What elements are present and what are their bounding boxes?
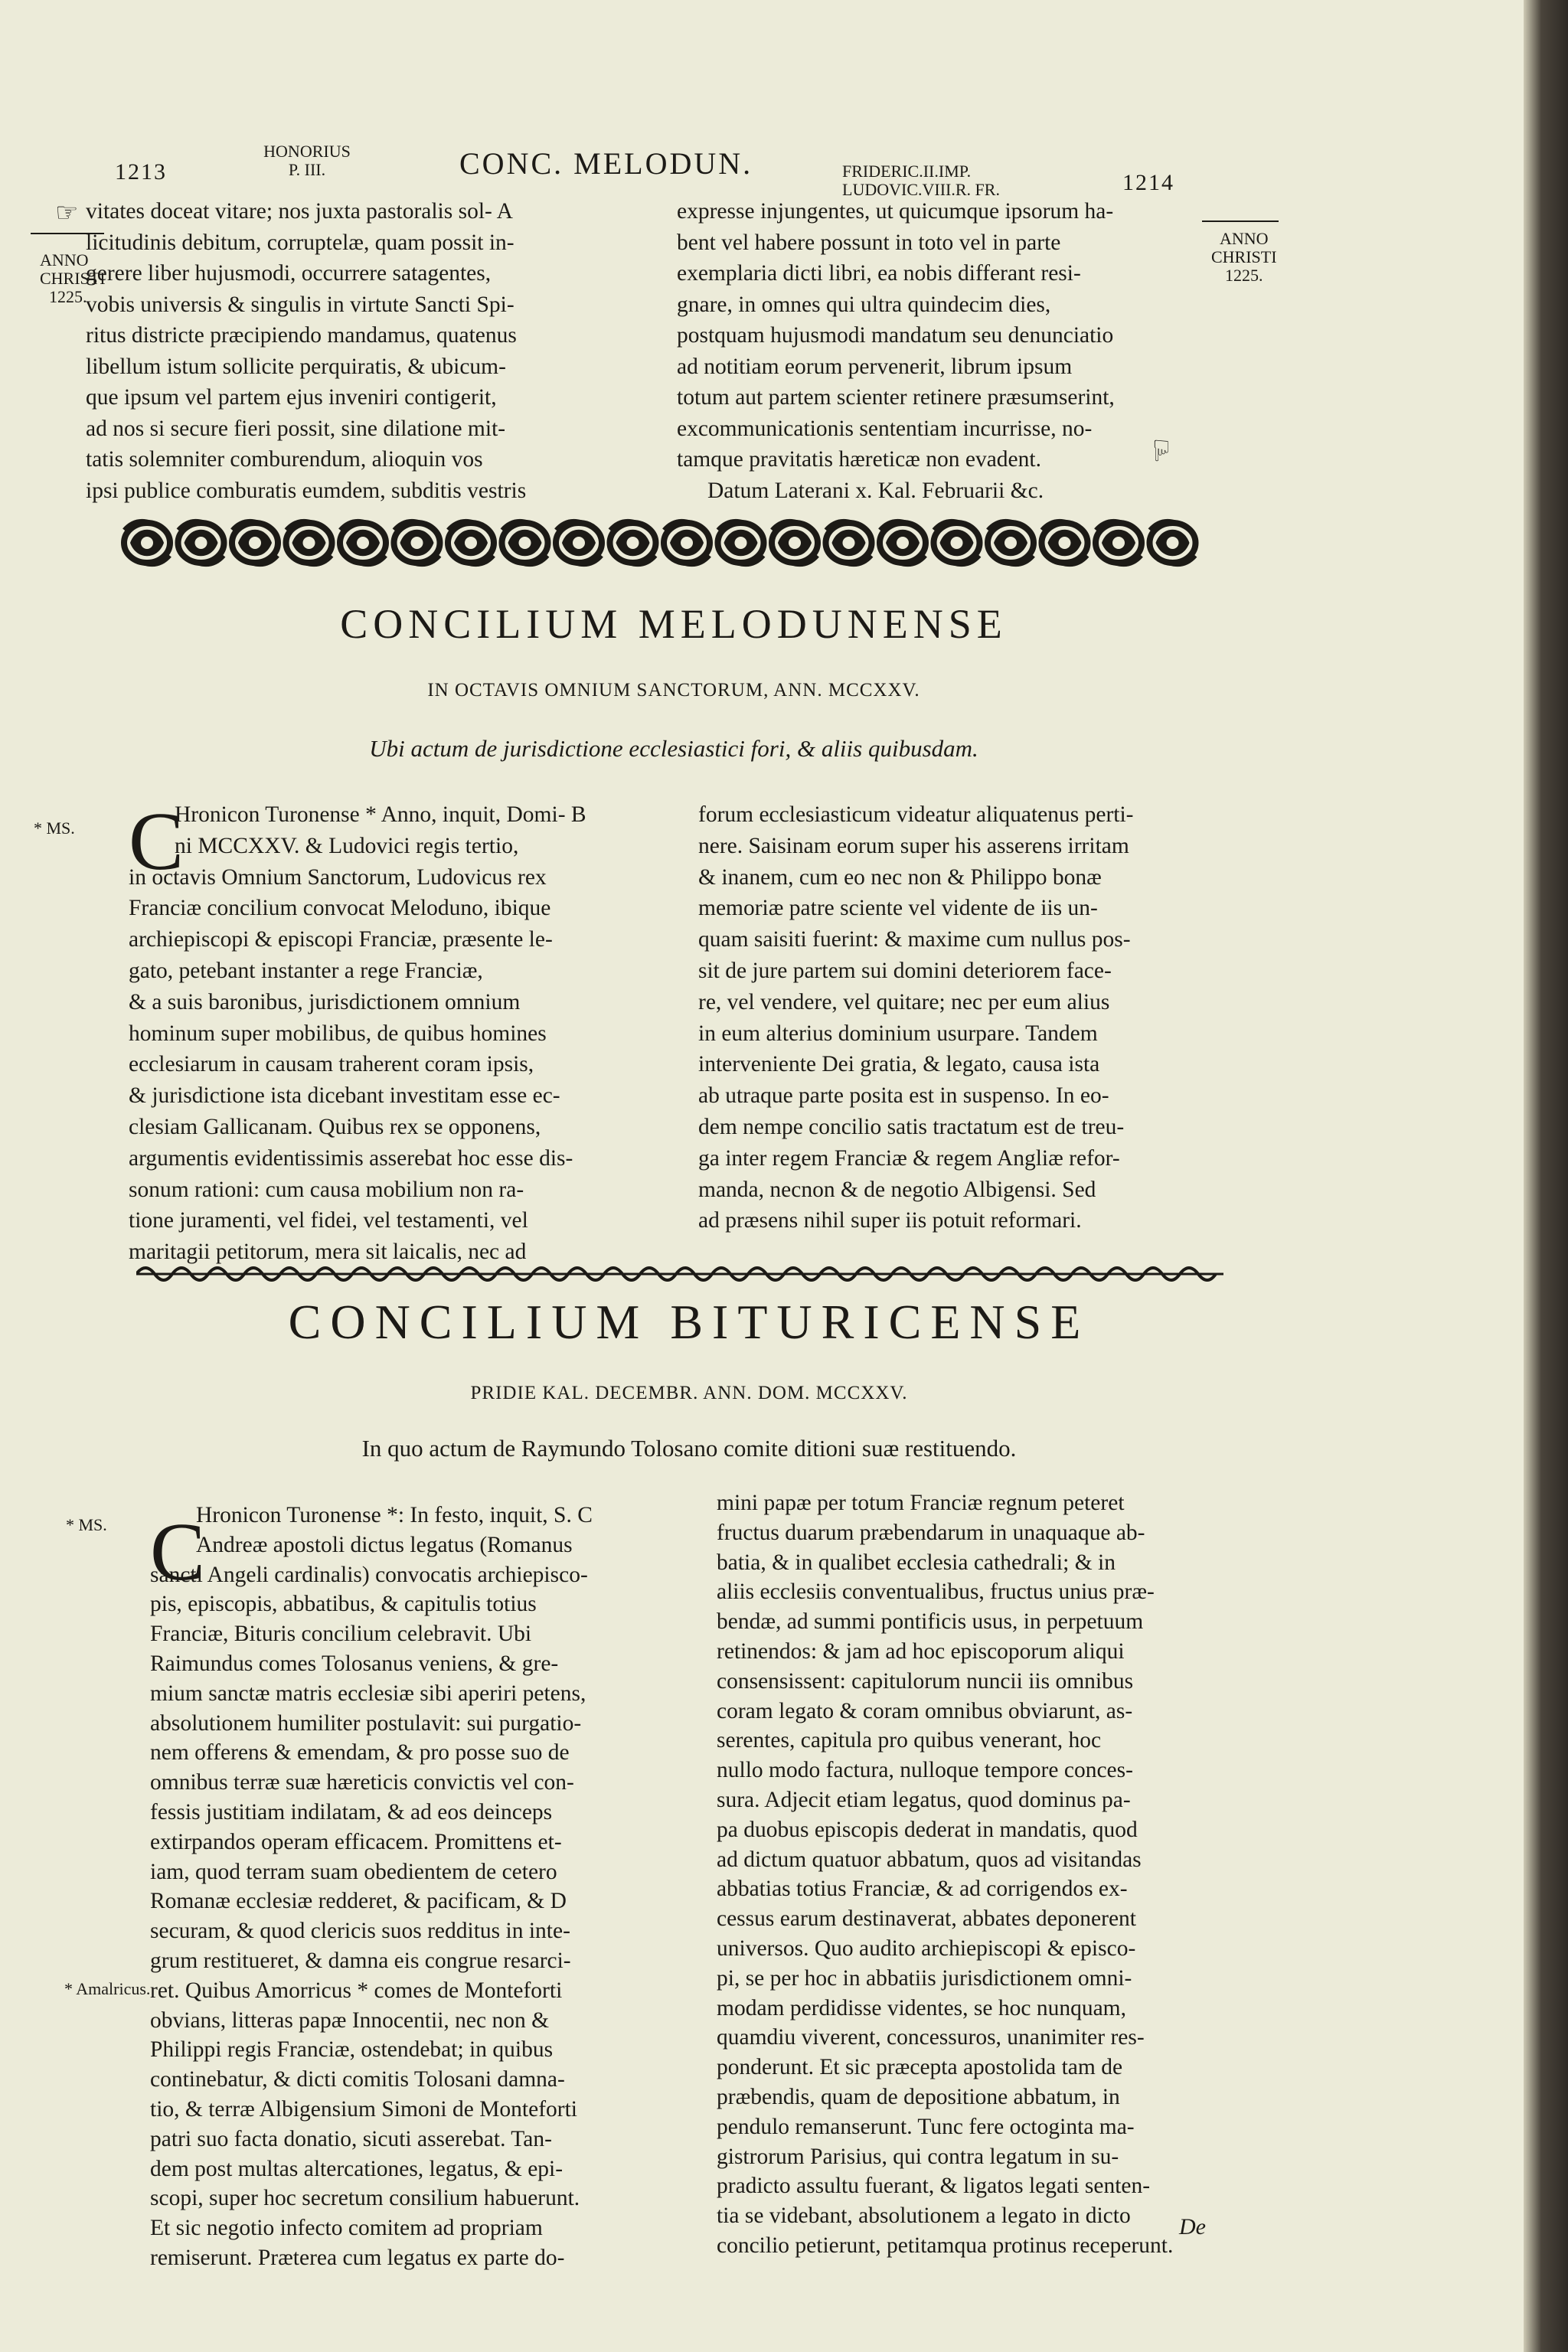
text-line: gistrorum Parisius, qui contra legatum in su- [717, 2144, 1119, 2169]
text-line: gerere liber hujusmodi, occurrere satagentes, [86, 261, 492, 286]
text-line: absolutionem humiliter postulavit: sui purgatio- [150, 1710, 582, 1736]
ornament-motif [340, 521, 386, 564]
text-line: expresse injungentes, ut quicumque ipsorum ha- [677, 199, 1114, 224]
text-line: forum ecclesiasticum videatur aliquatenus perti- [698, 802, 1134, 827]
text-line: concilio petierunt, petitamqua protinus receperunt. [717, 2233, 1174, 2258]
text-line: pa duobus episcopis dederat in mandatis, quod [717, 1817, 1138, 1842]
text-line: re, vel vendere, vel quitare; nec per eum alius [698, 989, 1110, 1014]
ornament-motif [502, 521, 548, 564]
text-line: aliis ecclesiis conventualibus, fructus unius præ- [717, 1579, 1155, 1605]
pointing-hand-icon: ☞ [55, 199, 79, 227]
text-line: omnibus terræ suæ hæreticis convictis vel con- [150, 1770, 574, 1795]
margin-note-ms: * MS. [34, 818, 75, 838]
text-line: serentes, capitula pro quibus venerant, hoc [717, 1728, 1102, 1753]
ornament-motif [718, 521, 764, 564]
council-title: CONCILIUM MELODUNENSE [340, 601, 1008, 647]
text-line: cessus earum destinaverat, abbates deponerent [717, 1906, 1136, 1932]
text-line: dem post multas altercationes, legatus, & epi- [150, 2156, 564, 2181]
ornament-motif [934, 521, 980, 564]
text-line: in octavis Omnium Sanctorum, Ludovicus rex [129, 864, 547, 890]
ornament-motif [664, 521, 710, 564]
text-line: coram legato & coram omnibus obviarunt, as- [717, 1698, 1133, 1723]
catchword: De [1179, 2214, 1206, 2239]
text-line: sonum rationi: cum causa mobilium non ra- [129, 1177, 524, 1202]
decorative-rule [136, 1259, 1223, 1289]
text-line: vobis universis & singulis in virtute Sancti Spi- [86, 292, 514, 317]
text-line: modam perdidisse videntes, se hoc nunquam, [717, 1995, 1126, 2020]
ornament-motif [1096, 521, 1142, 564]
ornament-motif [394, 521, 440, 564]
text-line: Franciæ, Bituris concilium celebravit. Ubi [150, 1622, 532, 1647]
top-left-column [86, 196, 672, 506]
ornament-motif [286, 521, 332, 564]
text-line: ipsi publice comburatis eumdem, subditis vestris [86, 478, 527, 503]
pope-name: HONORIUS [263, 142, 351, 161]
page-number-left: 1213 [115, 159, 167, 185]
text-line: dem nempe concilio satis tractatum est de treu- [698, 1114, 1125, 1139]
text-line: Raimundus comes Tolosanus veniens, & gre- [150, 1651, 559, 1676]
text-line: hominum super mobilibus, de quibus homines [129, 1021, 547, 1046]
text-line: retinendos: & jam ad hoc episcoporum aliqui [717, 1638, 1125, 1664]
council2-left-column [150, 1501, 695, 2273]
page-edge [1524, 0, 1568, 2352]
christi-label: CHRISTI [40, 269, 106, 288]
ornament-motif [448, 521, 494, 564]
text-line: Romanæ ecclesiæ redderet, & pacificam, & D [150, 1889, 567, 1914]
king-name: LUDOVIC.VIII.R. FR. [842, 180, 1000, 199]
council-summary: In quo actum de Raymundo Tolosano comite ditioni suæ restituendo. [361, 1435, 1017, 1462]
text-line: excommunicationis sententiam incurrisse, no- [677, 416, 1093, 441]
text-line: scopi, super hoc secretum consilium habuerunt. [150, 2186, 580, 2211]
text-line: clesiam Gallicanam. Quibus rex se opponens, [129, 1114, 541, 1139]
ornament-motif [232, 521, 278, 564]
council1-left-column [129, 796, 688, 1268]
margin-year-right [1211, 230, 1277, 285]
council-subtitle: IN OCTAVIS OMNIUM SANCTORUM, ANN. MCCXXV. [427, 680, 920, 701]
text-line: ponderunt. Et sic præcepta apostolida tam de [717, 2055, 1123, 2080]
text-line: grum restitueret, & damna eis congrue resarci- [150, 1948, 571, 1973]
text-line: ab utraque parte posita est in suspenso. In eo- [698, 1083, 1109, 1109]
text-line: tione juramenti, vel fidei, vel testamenti, vel [129, 1208, 528, 1233]
text-line: remiserunt. Præterea cum legatus ex parte do- [150, 2245, 565, 2270]
text-line: ad nos si secure fieri possit, sine dilatione mit- [86, 416, 506, 441]
text-line: mium sanctæ matris ecclesiæ sibi aperiri petens, [150, 1681, 586, 1706]
text-line: & a suis baronibus, jurisdictionem omnium [129, 989, 521, 1014]
council-subtitle: PRIDIE KAL. DECEMBR. ANN. DOM. MCCXXV. [470, 1383, 908, 1403]
margin-rule-right [1202, 220, 1279, 222]
running-title: CONC. MELODUN. [459, 146, 753, 181]
text-line: nere. Saisinam eorum super his asserens irritam [698, 833, 1129, 858]
text-line: ni MCCXXV. & Ludovici regis tertio, [175, 833, 519, 858]
text-line: totum aut partem scienter retinere præsumserint, [677, 385, 1115, 410]
text-line: & jurisdictione ista dicebant investitam esse ec- [129, 1083, 560, 1109]
text-line: batia, & in qualibet ecclesia cathedrali; & in [717, 1550, 1116, 1575]
text-line: patri suo facta donatio, sicuti asserebat. Tan- [150, 2126, 552, 2151]
text-line: tatis solemniter comburendum, alioquin vos [86, 447, 483, 472]
text-line: exemplaria dicti libri, ea nobis differant resi- [677, 261, 1081, 286]
text-line: continebatur, & dicti comitis Tolosani damna- [150, 2067, 565, 2092]
drop-cap: C [150, 1507, 206, 1598]
text-line: præbendis, quam de depositione abbatum, in [717, 2084, 1120, 2109]
text-line: quamdiu viverent, concessuros, unanimiter res- [717, 2025, 1145, 2050]
year-label: 1225. [1225, 266, 1263, 285]
ornament-motif [124, 521, 170, 564]
text-line: securam, & quod clericis suos redditus in inte- [150, 1919, 570, 1944]
text-line: ad dictum quatuor abbatum, quos ad visitandas [717, 1847, 1142, 1872]
text-line: mini papæ per totum Franciæ regnum peteret [717, 1491, 1125, 1515]
ornament-motif [610, 521, 656, 564]
text-line: iam, quod terram suam obedientem de cetero [150, 1859, 557, 1884]
top-right-column [677, 196, 1197, 506]
ornament-motif [772, 521, 818, 564]
pope-number: P. III. [288, 160, 326, 179]
text-line: pendulo remanserunt. Tunc fere octoginta ma- [717, 2114, 1135, 2139]
text-line: Franciæ concilium convocat Meloduno, ibique [129, 896, 551, 921]
text-line: extirpandos operam efficacem. Promittens et- [150, 1829, 562, 1854]
ornament-motif [880, 521, 926, 564]
council-summary: Ubi actum de jurisdictione ecclesiastici fori, & aliis quibusdam. [369, 735, 978, 762]
ornament-band [119, 514, 1199, 571]
text-line: tamque pravitatis hæreticæ non evadent. [677, 447, 1041, 472]
text-line: manda, necnon & de negotio Albigensi. Sed [698, 1177, 1096, 1202]
text-line: pradicto assultu fuerant, & ligatos legati senten- [717, 2174, 1151, 2199]
ornament-motif [1042, 521, 1088, 564]
council1-right-column [698, 799, 1219, 1236]
text-line: & inanem, cum eo nec non & Philippo bonæ [698, 864, 1102, 890]
text-line: ga inter regem Franciæ & regem Angliæ refor- [698, 1145, 1120, 1171]
text-line: abbatias totius Franciæ, & ad corrigendos ex- [717, 1877, 1128, 1902]
text-line: gnare, in omnes qui ultra quindecim dies, [677, 292, 1051, 317]
margin-note-ms: * MS. [66, 1515, 107, 1534]
council2-right-column [717, 1488, 1237, 2261]
text-line: pis, episcopis, abbatibus, & capitulis totius [150, 1592, 537, 1617]
text-line: pi, se per hoc in abbatiis jurisdictionem omni- [717, 1965, 1132, 1991]
text-line: maritagii petitorum, mera sit laicalis, nec ad [129, 1240, 527, 1265]
text-line: sancti Angeli cardinalis) convocatis archiepisco- [150, 1562, 588, 1587]
text-line: Philippi regis Franciæ, ostendebat; in quibus [150, 2037, 554, 2063]
pointing-hand-icon-right: ☜ [1145, 437, 1178, 464]
ornament-motif [556, 521, 602, 564]
text-line: tio, & terræ Albigensium Simoni de Monteforti [150, 2096, 578, 2122]
text-line: consensissent: capitulorum nuncii iis omnibus [717, 1668, 1134, 1694]
ornament-motif [826, 521, 872, 564]
text-line: fessis justitiam indilatam, & ad eos deinceps [150, 1799, 553, 1824]
text-line: Andreæ apostoli dictus legatus (Romanus [196, 1532, 573, 1557]
text-line: Datum Laterani x. Kal. Februarii &c. [707, 478, 1044, 503]
text-line: argumentis evidentissimis asserebat hoc esse dis- [129, 1145, 573, 1171]
text-line: archiepiscopi & episcopi Franciæ, præsente le- [129, 927, 553, 952]
christi-label: CHRISTI [1211, 247, 1277, 266]
text-line: quam saisiti fuerint: & maxime cum nullus pos- [698, 927, 1131, 952]
text-line: obvians, litteras papæ Innocentii, nec non & [150, 2007, 550, 2033]
header-rulers [842, 162, 1026, 199]
text-line: sura. Adjecit etiam legatus, quod dominus pa- [717, 1787, 1131, 1812]
emperor-name: FRIDERIC.II.IMP. [842, 162, 972, 181]
text-line: interveniente Dei gratia, & legato, causa ista [698, 1052, 1100, 1077]
ornament-motif [178, 521, 224, 564]
text-line: fructus duarum præbendarum in unaquaque ab- [717, 1520, 1145, 1545]
drop-cap: C [129, 796, 185, 887]
anno-label: ANNO [1220, 229, 1269, 248]
margin-note-amalricus: * Amalricus. [64, 1979, 151, 1998]
ornament-motif [988, 521, 1034, 564]
text-line: libellum istum sollicite perquiratis, & ubicum- [86, 354, 506, 379]
text-line: Et sic negotio infecto comitem ad propriam [150, 2216, 543, 2241]
text-line: tia se videbant, absolutionem a legato in dicto [717, 2203, 1131, 2229]
page-number-right: 1214 [1122, 170, 1174, 195]
text-line: in eum alterius dominium usurpare. Tandem [698, 1021, 1098, 1046]
text-line: memoriæ patre sciente vel vidente de iis un- [698, 896, 1098, 921]
text-line: ecclesiarum in causam traherent coram ipsis, [129, 1052, 534, 1077]
text-line: ret. Quibus Amorricus * comes de Monteforti [150, 1978, 563, 2003]
text-line: bendæ, ad summi pontificis usus, in perpetuum [717, 1609, 1144, 1635]
text-line: Hronicon Turonense * Anno, inquit, Domi- B [175, 802, 586, 827]
text-line: postquam hujusmodi mandatum seu denunciatio [677, 323, 1114, 348]
text-line: nem offerens & emendam, & pro posse suo de [150, 1740, 570, 1766]
year-label: 1225. [49, 287, 87, 306]
text-line: sit de jure partem sui domini deteriorem face- [698, 958, 1112, 983]
text-line: gato, petebant instanter a rege Franciæ, [129, 958, 483, 983]
text-line: ad notitiam eorum pervenerit, librum ipsum [677, 354, 1073, 379]
text-line: vitates doceat vitare; nos juxta pastoralis sol- A [86, 199, 513, 224]
header-pope [257, 142, 357, 179]
text-line: nullo modo factura, nulloque tempore conces- [717, 1758, 1133, 1783]
text-line: que ipsum vel partem ejus inveniri contigerit, [86, 385, 497, 410]
text-line: bent vel habere possunt in toto vel in parte [677, 230, 1061, 255]
ornament-motif [1150, 521, 1196, 564]
text-line: universos. Quo audito archiepiscopi & episco- [717, 1936, 1136, 1961]
text-line: Hronicon Turonense *: In festo, inquit, S. C [196, 1503, 593, 1527]
text-line: ad præsens nihil super iis potuit reformari. [698, 1208, 1082, 1233]
anno-label: ANNO [40, 250, 89, 270]
text-line: ritus districte præcipiendo mandamus, quatenus [86, 323, 517, 348]
text-line: licitudinis debitum, corruptelæ, quam possit in- [86, 230, 514, 255]
council-title: CONCILIUM BITURICENSE [288, 1295, 1090, 1349]
